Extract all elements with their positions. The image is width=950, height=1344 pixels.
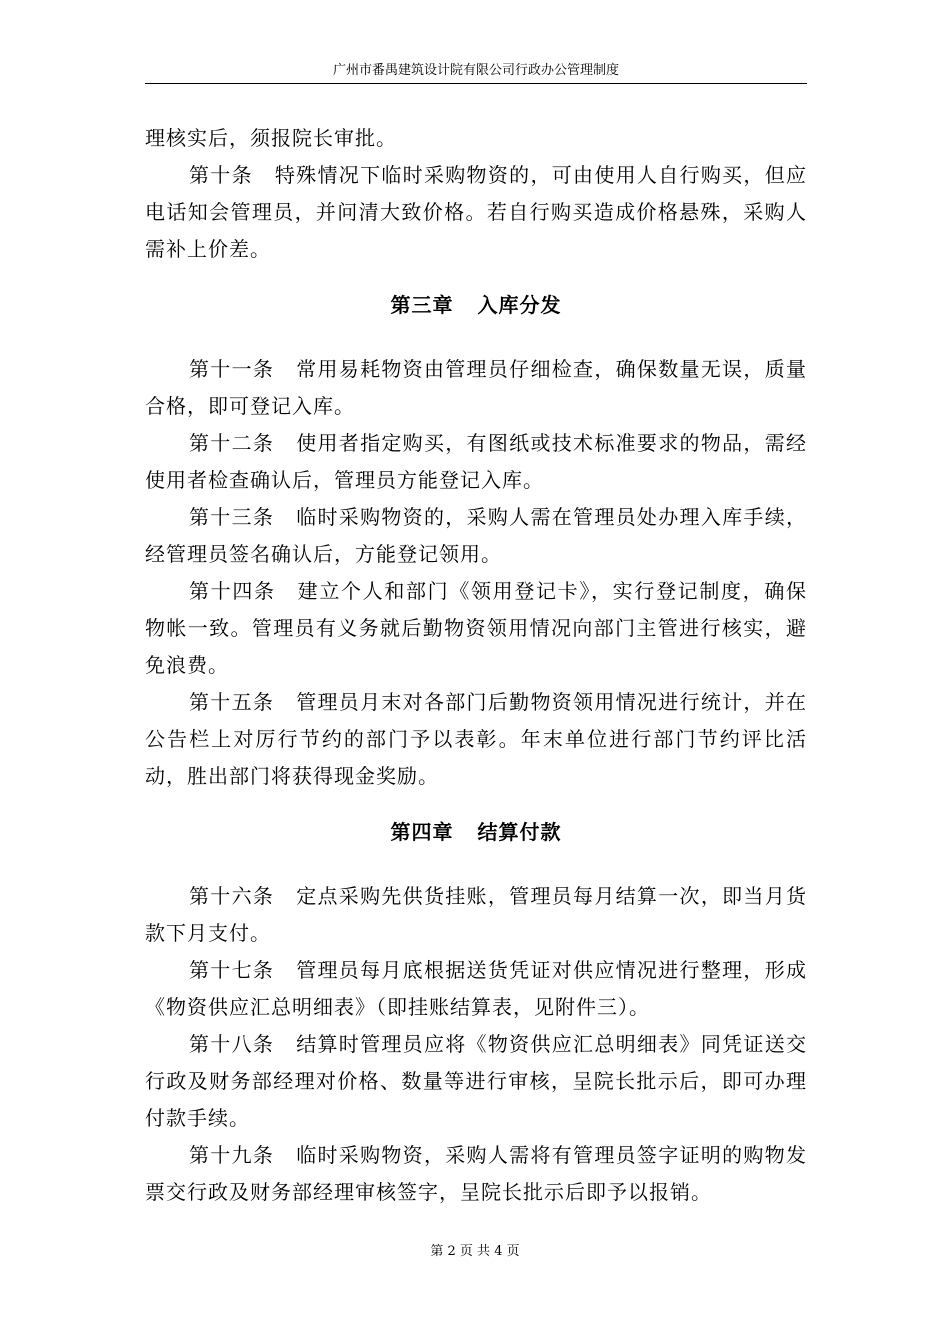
article-paragraph — [145, 684, 807, 795]
article-number: 第十八条 — [189, 1032, 275, 1056]
article-number: 第十条 — [189, 163, 253, 187]
article-text: 管理员月末对各部门后勤物资领用情况进行统计，并在公告栏上对厉行节约的部门予以表彰。年末单位进行部门节约评比活动，胜出部门将获得现金奖励。 — [145, 690, 808, 788]
header-rule — [145, 83, 807, 84]
chapter-number: 第三章 — [390, 293, 454, 317]
article-number: 第十五条 — [189, 690, 275, 714]
article-paragraph — [145, 499, 807, 573]
article-paragraph — [145, 573, 807, 684]
article-text: 建立个人和部门《领用登记卡》，实行登记制度，确保物帐一致。管理员有义务就后勤物资领用情况向部门主管进行核实，避免浪费。 — [145, 579, 808, 677]
article-number: 第十六条 — [189, 884, 275, 908]
article-text: 临时采购物资，采购人需将有管理员签字证明的购物发票交行政及财务部经理审核签字，呈院长批示后即予以报销。 — [145, 1143, 808, 1204]
article-paragraph — [145, 351, 807, 425]
article-text: 定点采购先供货挂账，管理员每月结算一次，即当月货款下月支付。 — [145, 884, 808, 945]
article-number: 第十七条 — [189, 958, 275, 982]
article-text: 临时采购物资的，采购人需在管理员处办理入库手续，经管理员签名确认后，方能登记领用。 — [145, 505, 808, 566]
chapter-title: 结算付款 — [477, 820, 562, 844]
article-text: 管理员每月底根据送货凭证对供应情况进行整理，形成《物资供应汇总明细表》（即挂账结算表，见附件三）。 — [145, 958, 808, 1019]
chapter-heading — [145, 814, 807, 851]
article-paragraph — [145, 157, 807, 268]
article-paragraph — [145, 425, 807, 499]
article-paragraph — [145, 120, 807, 157]
article-number: 第十九条 — [189, 1143, 275, 1167]
article-number: 第十二条 — [189, 431, 275, 455]
article-paragraph — [145, 878, 807, 952]
chapter-heading — [145, 287, 807, 324]
article-text: 理核实后，须报院长审批。 — [145, 126, 397, 150]
article-number: 第十一条 — [189, 357, 275, 381]
article-text: 特殊情况下临时采购物资的，可由使用人自行购买，但应电话知会管理员，并问清大致价格。若自行购买造成价格悬殊，采购人需补上价差。 — [145, 163, 808, 261]
article-paragraph — [145, 1137, 807, 1211]
article-text: 使用者指定购买，有图纸或技术标准要求的物品，需经使用者检查确认后，管理员方能登记入库。 — [145, 431, 808, 492]
page-footer: 第 2 页 共 4 页 — [430, 1244, 520, 1259]
article-text: 结算时管理员应将《物资供应汇总明细表》同凭证送交行政及财务部经理对价格、数量等进行审核，呈院长批示后，即可办理付款手续。 — [145, 1032, 808, 1130]
article-paragraph — [145, 1026, 807, 1137]
article-number: 第十三条 — [189, 505, 275, 529]
document-body — [145, 120, 807, 1211]
chapter-title: 入库分发 — [477, 293, 562, 317]
article-text: 常用易耗物资由管理员仔细检查，确保数量无误，质量合格，即可登记入库。 — [145, 357, 808, 418]
page-header: 广州市番禺建筑设计院有限公司行政办公管理制度 — [332, 63, 619, 78]
chapter-number: 第四章 — [390, 820, 454, 844]
article-paragraph — [145, 952, 807, 1026]
article-number: 第十四条 — [189, 579, 276, 603]
